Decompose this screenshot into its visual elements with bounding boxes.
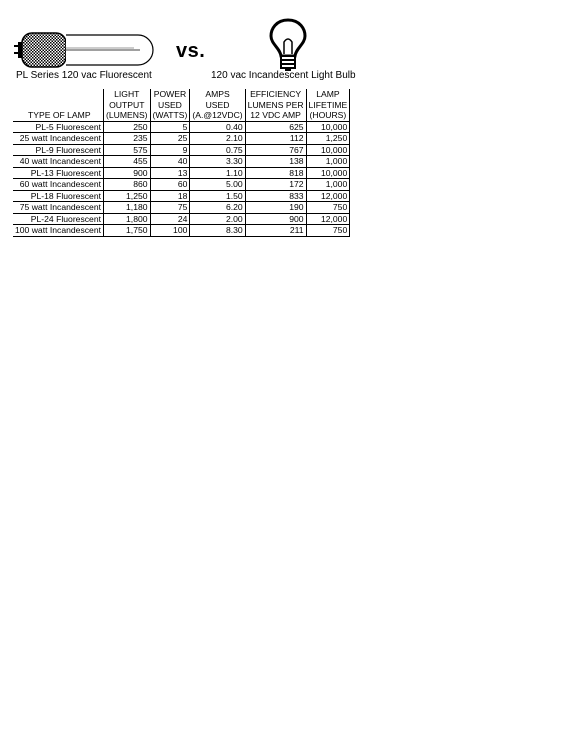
table-row: [13, 225, 350, 237]
lifetime-cell: 12,000: [306, 213, 350, 225]
table-row: [13, 133, 350, 145]
versus-label: vs.: [176, 40, 206, 62]
lamp-type-cell: 25 watt Incandescent: [13, 133, 104, 145]
header-line: (A.@12VDC): [192, 110, 243, 120]
efficiency-cell: 625: [245, 121, 306, 133]
header-line: POWER: [153, 89, 187, 99]
lamp-comparison-table: [13, 89, 350, 237]
lamp-type-cell: 60 watt Incandescent: [13, 179, 104, 191]
header-line: (WATTS): [152, 110, 188, 120]
lamp-type-cell: 75 watt Incandescent: [13, 202, 104, 214]
table-row: [13, 179, 350, 191]
lamp-type-cell: PL-13 Fluorescent: [13, 167, 104, 179]
header-line: OUTPUT: [109, 99, 145, 110]
lamp-type-cell: 100 watt Incandescent: [13, 225, 104, 237]
lifetime-cell: 10,000: [306, 167, 350, 179]
watts-cell: 100: [150, 225, 190, 237]
lifetime-cell: 10,000: [306, 121, 350, 133]
watts-cell: 40: [150, 156, 190, 168]
watts-cell: 60: [150, 179, 190, 191]
lifetime-cell: 1,250: [306, 133, 350, 145]
amps-cell: 5.00: [190, 179, 245, 191]
header-amps-used: [190, 89, 245, 121]
efficiency-cell: 190: [245, 202, 306, 214]
watts-cell: 25: [150, 133, 190, 145]
watts-cell: 13: [150, 167, 190, 179]
lumens-cell: 860: [104, 179, 151, 191]
header-line: (LUMENS): [106, 110, 148, 120]
table-row: [13, 213, 350, 225]
amps-cell: 3.30: [190, 156, 245, 168]
header-power-used: [150, 89, 190, 121]
header-line: (HOURS): [309, 110, 347, 120]
efficiency-cell: 818: [245, 167, 306, 179]
header-lamp-lifetime: [306, 89, 350, 121]
efficiency-cell: 900: [245, 213, 306, 225]
amps-cell: 2.00: [190, 213, 245, 225]
table-row: [13, 167, 350, 179]
efficiency-cell: 172: [245, 179, 306, 191]
lumens-cell: 250: [104, 121, 151, 133]
amps-cell: 1.10: [190, 167, 245, 179]
amps-cell: 8.30: [190, 225, 245, 237]
header-efficiency: [245, 89, 306, 121]
table-row: [13, 190, 350, 202]
lumens-cell: 455: [104, 156, 151, 168]
amps-cell: 0.75: [190, 144, 245, 156]
efficiency-cell: 138: [245, 156, 306, 168]
amps-cell: 6.20: [190, 202, 245, 214]
table-row: [13, 156, 350, 168]
lumens-cell: 575: [104, 144, 151, 156]
watts-cell: 9: [150, 144, 190, 156]
lamp-type-cell: PL-24 Fluorescent: [13, 213, 104, 225]
header-type-of-lamp: [13, 89, 104, 121]
lumens-cell: 235: [104, 133, 151, 145]
table-row: [13, 121, 350, 133]
lifetime-cell: 750: [306, 202, 350, 214]
lifetime-cell: 12,000: [306, 190, 350, 202]
fluorescent-caption: PL Series 120 vac Fluorescent: [16, 70, 152, 81]
table-header-row: [13, 89, 350, 121]
watts-cell: 5: [150, 121, 190, 133]
header-line: LUMENS PER: [247, 99, 304, 110]
amps-cell: 1.50: [190, 190, 245, 202]
fluorescent-lamp-icon: [14, 30, 156, 70]
lumens-cell: 1,250: [104, 190, 151, 202]
header-line: AMPS: [205, 89, 230, 99]
lifetime-cell: 750: [306, 225, 350, 237]
header-line: TYPE OF LAMP: [28, 110, 91, 120]
lumens-cell: 1,800: [104, 213, 151, 225]
incandescent-caption: 120 vac Incandescent Light Bulb: [211, 70, 356, 81]
header-light-output: [104, 89, 151, 121]
lifetime-cell: 1,000: [306, 156, 350, 168]
amps-cell: 0.40: [190, 121, 245, 133]
lumens-cell: 1,750: [104, 225, 151, 237]
lamp-type-cell: PL-18 Fluorescent: [13, 190, 104, 202]
amps-cell: 2.10: [190, 133, 245, 145]
header-line: USED: [205, 99, 230, 110]
efficiency-cell: 112: [245, 133, 306, 145]
table-row: [13, 144, 350, 156]
lifetime-cell: 10,000: [306, 144, 350, 156]
light-bulb-icon: [268, 18, 308, 72]
header-line: LIGHT: [114, 89, 140, 99]
header-line: USED: [158, 99, 182, 110]
lamp-type-cell: PL-5 Fluorescent: [13, 121, 104, 133]
lamp-type-cell: PL-9 Fluorescent: [13, 144, 104, 156]
header-line: EFFICIENCY: [250, 89, 302, 99]
lamp-type-cell: 40 watt Incandescent: [13, 156, 104, 168]
header-line: LIFETIME: [308, 99, 348, 110]
table-row: [13, 202, 350, 214]
watts-cell: 18: [150, 190, 190, 202]
efficiency-cell: 767: [245, 144, 306, 156]
watts-cell: 75: [150, 202, 190, 214]
efficiency-cell: 833: [245, 190, 306, 202]
lumens-cell: 1,180: [104, 202, 151, 214]
lumens-cell: 900: [104, 167, 151, 179]
header-line: LAMP: [316, 89, 340, 99]
header-line: 12 VDC AMP: [250, 110, 301, 120]
watts-cell: 24: [150, 213, 190, 225]
efficiency-cell: 211: [245, 225, 306, 237]
lifetime-cell: 1,000: [306, 179, 350, 191]
